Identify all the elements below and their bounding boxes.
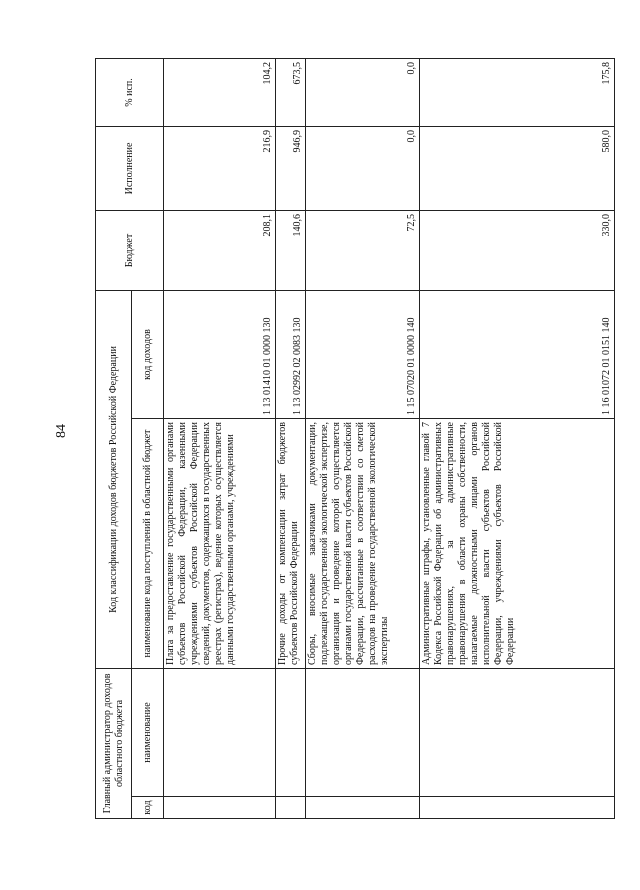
cell-income-name: Административные штрафы, установленные главой 7 Кодекса Российской Федерации об административных правонарушениях, за административные правонарушения в области охраны собственности, налагаемые должностными лицами органов исполнительной власти субъектов Российской Федерации, учреждениями субъектов Российской Федерации [420, 419, 615, 669]
cell-income-name: Прочие доходы от компенсации затрат бюджетов субъектов Российской Федерации [276, 419, 306, 669]
cell-income-code: 1 13 02992 02 0083 130 [276, 290, 306, 418]
header-admin-group: Главный администратор доходов областного бюджета [96, 669, 132, 819]
page-number: 84 [54, 424, 69, 438]
header-income-code: код доходов [132, 290, 164, 418]
cell-budget: 140,6 [276, 210, 306, 290]
cell-percent: 0,0 [306, 58, 420, 126]
cell-admin-code [306, 797, 420, 819]
cell-execution: 216,9 [164, 126, 276, 210]
header-income-name: наименование кода поступлений в областной бюджет [132, 419, 164, 669]
cell-admin-name [164, 669, 276, 797]
header-execution: Исполнение [96, 126, 164, 210]
cell-income-name: Плата за предоставление государственными органами субъектов Российской Федерации, казенными учреждениями субъектов Российской Федерации сведений, документов, содержащихся в государственных реестрах (регистрах), ведение которых осуществляется данными государственными органами, учреждениями [164, 419, 276, 669]
cell-income-name: Сборы, вносимые заказчиками документации, подлежащей государственной экологической экспертизе, организация и проведение которой осуществляется органами государственной власти субъектов Российской Федерации, рассчитанные в соответствии со сметой расходов на проведение государственной экологической экспертизы [306, 419, 420, 669]
cell-budget: 330,0 [420, 210, 615, 290]
table-row [420, 58, 615, 818]
cell-admin-code [420, 797, 615, 819]
header-budget: Бюджет [96, 210, 164, 290]
header-percent: % исп. [96, 58, 164, 126]
header-admin-name: наименование [132, 669, 164, 797]
cell-execution: 946,9 [276, 126, 306, 210]
cell-admin-name [306, 669, 420, 797]
cell-budget: 208,1 [164, 210, 276, 290]
cell-execution: 0,0 [306, 126, 420, 210]
income-table [95, 58, 615, 819]
rotated-table-container [95, 59, 615, 819]
cell-admin-name [276, 669, 306, 797]
cell-admin-name [420, 669, 615, 797]
cell-admin-code [276, 797, 306, 819]
cell-income-code: 1 13 01410 01 0000 130 [164, 290, 276, 418]
cell-admin-code [164, 797, 276, 819]
cell-execution: 580,0 [420, 126, 615, 210]
header-admin-code: код [132, 797, 164, 819]
table-row [164, 58, 276, 818]
cell-percent: 175,8 [420, 58, 615, 126]
cell-income-code: 1 16 01072 01 0151 140 [420, 290, 615, 418]
header-classification-group: Код классификации доходов бюджетов Российской Федерации [96, 290, 132, 668]
cell-percent: 104,2 [164, 58, 276, 126]
cell-percent: 673,5 [276, 58, 306, 126]
cell-budget: 72,5 [306, 210, 420, 290]
cell-income-code: 1 15 07020 01 0000 140 [306, 290, 420, 418]
table-row [276, 58, 306, 818]
table-row [306, 58, 420, 818]
